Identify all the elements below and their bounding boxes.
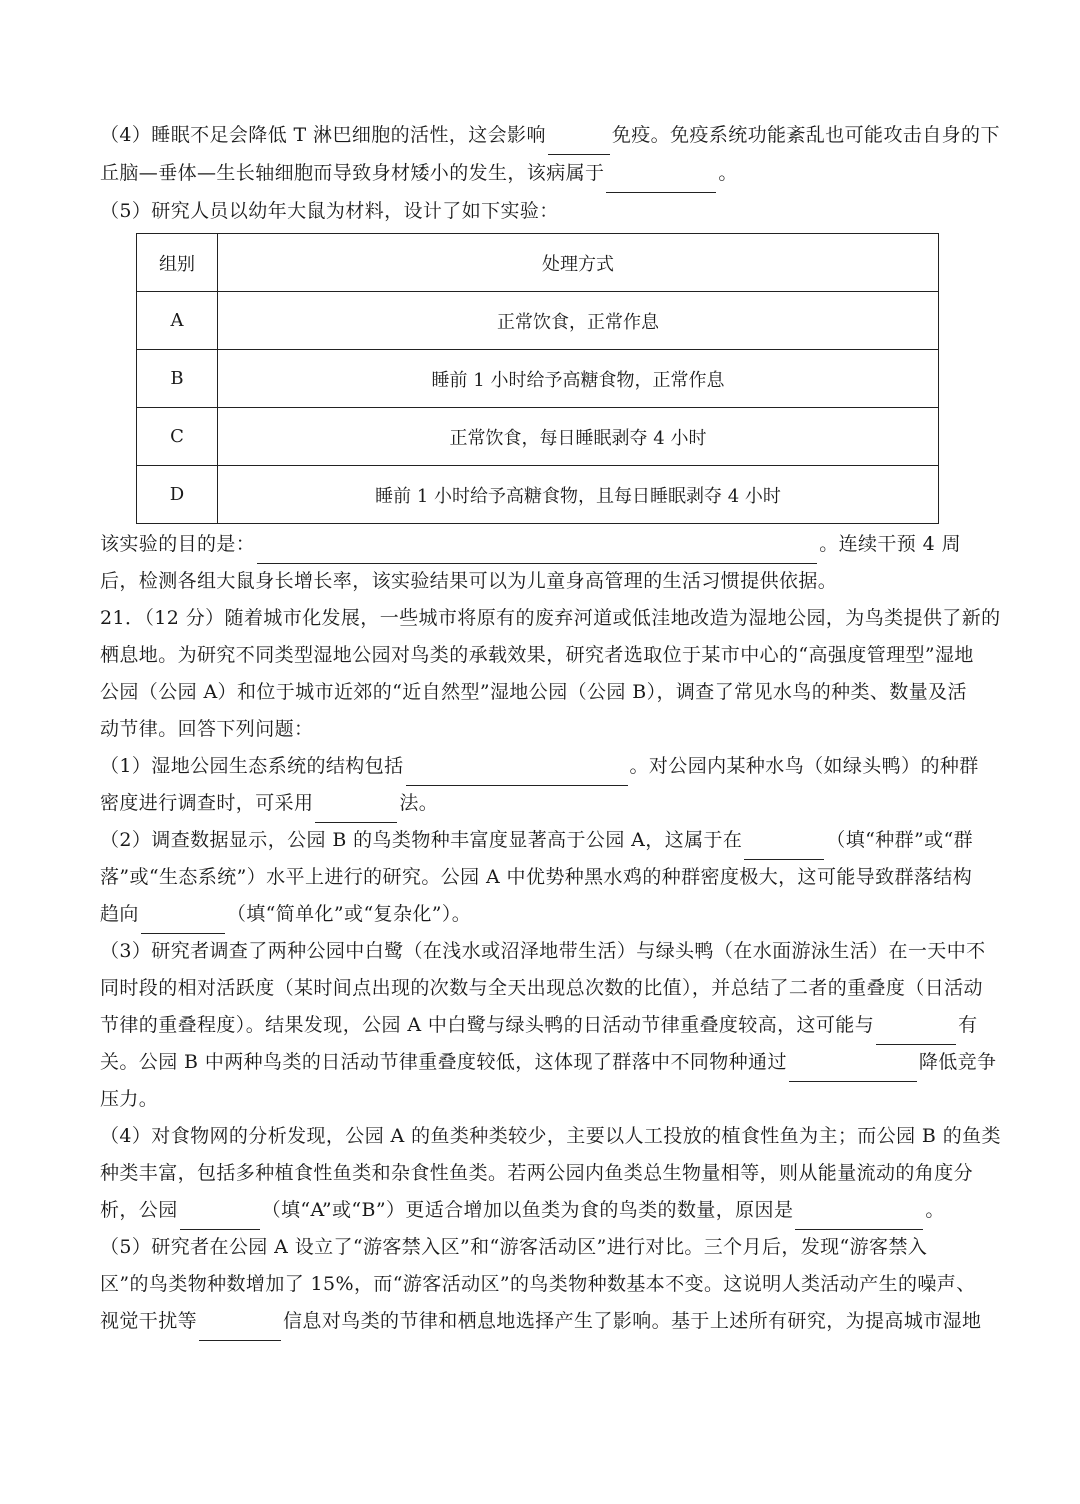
q21-part3-line2: 同时段的相对活跃度（某时间点出现的次数与全天出现总次数的比值），并总结了二者的重叠度（日活动 <box>100 977 983 999</box>
q20-purpose-line1: 该实验的目的是： 。连续干预 4 周 <box>100 524 980 564</box>
answer-blank[interactable] <box>876 1018 956 1045</box>
q21-intro-line1: 21．（12 分）随着城市化发展，一些城市将原有的废弃河道或低洼地改造为湿地公园，为鸟类提供了新的 <box>100 607 1001 629</box>
q21-part4-line1: （4）对食物网的分析发现，公园 A 的鱼类种类较少，主要以人工投放的植食性鱼为主；而公园 B 的鱼类 <box>100 1125 1001 1147</box>
table-header-row <box>137 234 939 292</box>
answer-blank[interactable] <box>180 1203 260 1230</box>
table-row <box>137 292 939 350</box>
table-cell-treatment: 睡前 1 小时给予高糖食物，正常作息 <box>218 350 939 408</box>
q21-intro-line4: 动节律。回答下列问题： <box>100 718 314 740</box>
answer-blank[interactable] <box>744 833 824 860</box>
table-cell-treatment: 正常饮食，正常作息 <box>218 292 939 350</box>
q21-part2-line2: 落”或“生态系统”）水平上进行的研究。公园 A 中优势种黑水鸡的种群密度极大，这可能导致群落结构 <box>100 866 973 888</box>
answer-blank[interactable] <box>548 128 610 155</box>
q20-part4-line2: 丘脑—垂体—生长轴细胞而导致身材矮小的发生，该病属于 。 <box>100 153 980 193</box>
answer-blank[interactable] <box>606 166 716 193</box>
q21-part3-line1: （3）研究者调查了两种公园中白鹭（在浅水或沼泽地带生活）与绿头鸭（在水面游泳生活）在一天中不 <box>100 940 986 962</box>
q21-part2-line3: 趋向 （填“简单化”或“复杂化”）。 <box>100 894 980 934</box>
q21-part4-line3: 析，公园 （填“A”或“B”）更适合增加以鱼类为食的鸟类的数量，原因是 。 <box>100 1190 980 1230</box>
q21-part3-line5: 压力。 <box>100 1088 159 1110</box>
q21-part4-line2: 种类丰富，包括多种植食性鱼类和杂食性鱼类。若两公园内鱼类总生物量相等，则从能量流动的角度分 <box>100 1162 974 1184</box>
table-row <box>137 350 939 408</box>
answer-blank[interactable] <box>315 796 397 823</box>
table-cell-treatment: 睡前 1 小时给予高糖食物，且每日睡眠剥夺 4 小时 <box>218 466 939 524</box>
table-row <box>137 466 939 524</box>
table-cell-group: B <box>137 350 218 408</box>
q21-part3-line4: 关。公园 B 中两种鸟类的日活动节律重叠度较低，这体现了群落中不同物种通过 降低竞争 <box>100 1042 980 1082</box>
q21-part5-line1: （5）研究者在公园 A 设立了“游客禁入区”和“游客活动区”进行对比。三个月后，发现“游客禁入 <box>100 1236 928 1258</box>
table-header-group: 组别 <box>137 234 218 292</box>
table-header-treatment: 处理方式 <box>218 234 939 292</box>
q21-part2-line1: （2）调查数据显示，公园 B 的鸟类物种丰富度显著高于公园 A，这属于在 （填“种群”或“群 <box>100 820 980 860</box>
q21-intro-line2: 栖息地。为研究不同类型湿地公园对鸟类的承载效果，研究者选取位于某市中心的“高强度管理型”湿地 <box>100 644 974 666</box>
answer-blank[interactable] <box>257 537 817 564</box>
answer-blank[interactable] <box>795 1203 923 1230</box>
answer-blank[interactable] <box>199 1314 281 1341</box>
q21-part5-line2: 区”的鸟类物种数增加了 15%，而“游客活动区”的鸟类物种数基本不变。这说明人类活动产生的噪声、 <box>100 1273 976 1295</box>
answer-blank[interactable] <box>406 759 628 786</box>
q20-part5-line: （5）研究人员以幼年大鼠为材料，设计了如下实验： <box>100 200 559 222</box>
table-cell-group: A <box>137 292 218 350</box>
answer-blank[interactable] <box>141 907 225 934</box>
table-row <box>137 408 939 466</box>
experiment-table <box>136 233 939 524</box>
q21-part1-line1: （1）湿地公园生态系统的结构包括 。对公园内某种水鸟（如绿头鸭）的种群 <box>100 746 980 786</box>
q20-purpose-line2: 后，检测各组大鼠身长增长率，该实验结果可以为儿童身高管理的生活习惯提供依据。 <box>100 570 838 592</box>
q21-part1-line2: 密度进行调查时，可采用 法。 <box>100 783 980 823</box>
table-cell-treatment: 正常饮食，每日睡眠剥夺 4 小时 <box>218 408 939 466</box>
q21-intro-line3: 公园（公园 A）和位于城市近郊的“近自然型”湿地公园（公园 B），调查了常见水鸟的种类、数量及活 <box>100 681 967 703</box>
q21-part3-line3: 节律的重叠程度）。结果发现，公园 A 中白鹭与绿头鸭的日活动节律重叠度较高，这可能与 有 <box>100 1005 980 1045</box>
table-cell-group: C <box>137 408 218 466</box>
answer-blank[interactable] <box>789 1055 917 1082</box>
q20-part4-line1: （4）睡眠不足会降低 T 淋巴细胞的活性，这会影响 免疫。免疫系统功能紊乱也可能攻击自身的下 <box>100 115 980 155</box>
table-cell-group: D <box>137 466 218 524</box>
q21-part5-line3: 视觉干扰等 信息对鸟类的节律和栖息地选择产生了影响。基于上述所有研究，为提高城市湿地 <box>100 1301 980 1341</box>
